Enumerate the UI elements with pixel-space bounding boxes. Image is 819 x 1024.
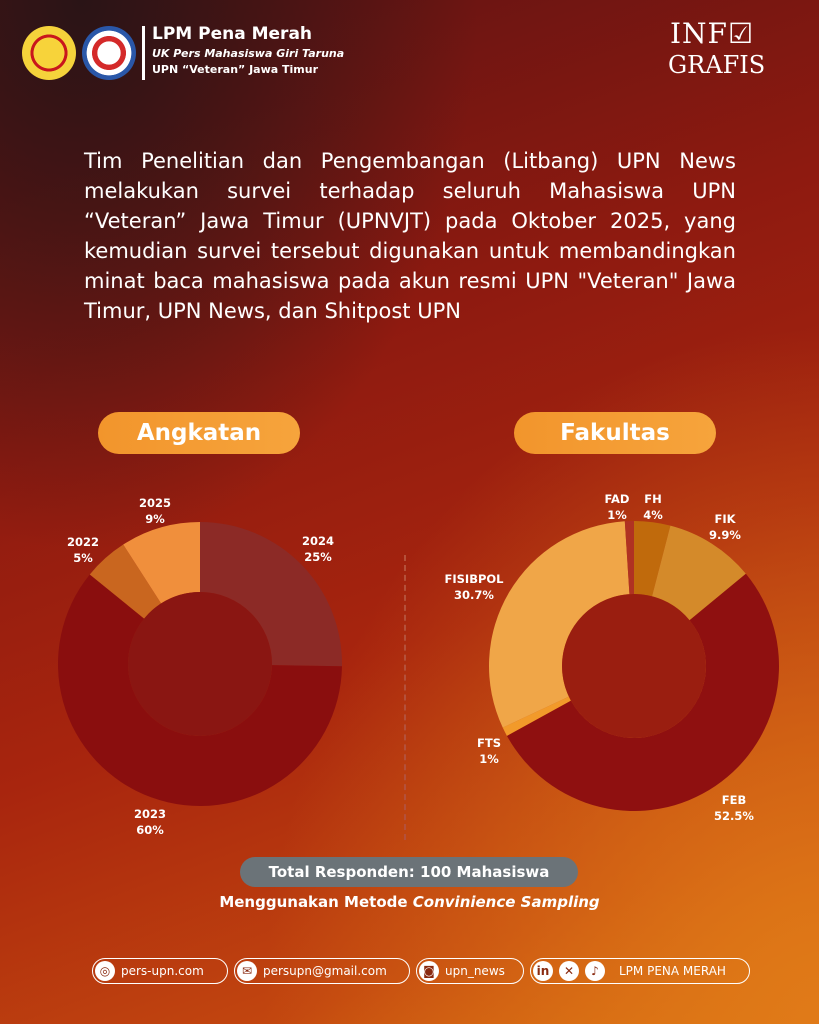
- slice-category-label: FAD: [604, 492, 630, 506]
- slice-value-label: 52.5%: [714, 809, 754, 823]
- tiktok-icon: ♪: [585, 961, 605, 981]
- slice-value-label: 1%: [607, 508, 627, 522]
- slice-value-label: 1%: [479, 752, 499, 766]
- org-university: UPN “Veteran” Jawa Timur: [152, 63, 319, 76]
- x-icon: ✕: [559, 961, 579, 981]
- infografis-subtitle: GRAFIS: [668, 51, 766, 79]
- instagram-link[interactable]: ◙ upn_news: [416, 958, 524, 984]
- linkedin-icon: in: [533, 961, 553, 981]
- slice-value-label: 5%: [73, 551, 93, 565]
- instagram-icon: ◙: [419, 961, 439, 981]
- total-respondents-badge: Total Responden: 100 Mahasiswa: [240, 857, 578, 887]
- slice-value-label: 9.9%: [709, 528, 741, 542]
- chart-title-angkatan: Angkatan: [98, 412, 300, 454]
- infografis-title: INF☑: [670, 17, 755, 50]
- donut-hole: [562, 594, 706, 738]
- slice-category-label: FEB: [721, 793, 747, 807]
- org-subtitle: UK Pers Mahasiswa Giri Taruna: [152, 47, 345, 60]
- org-name: LPM Pena Merah: [152, 24, 313, 44]
- slice-category-label: FTS: [477, 736, 501, 750]
- slice-category-label: 2024: [301, 534, 335, 548]
- donut-hole: [128, 592, 272, 736]
- website-link[interactable]: ◎ pers-upn.com: [92, 958, 228, 984]
- mail-icon: ✉: [237, 961, 257, 981]
- slice-value-label: 25%: [304, 550, 332, 564]
- slice-category-label: FH: [644, 492, 662, 506]
- slice-value-label: 9%: [145, 512, 165, 526]
- slice-category-label: 2025: [138, 496, 172, 510]
- slice-category-label: FIK: [714, 512, 736, 526]
- globe-icon: ◎: [95, 961, 115, 981]
- slice-value-label: 4%: [643, 508, 663, 522]
- email-link[interactable]: ✉ persupn@gmail.com: [234, 958, 410, 984]
- slice-value-label: 60%: [136, 823, 164, 837]
- social-links[interactable]: in ✕ ♪ LPM PENA MERAH: [530, 958, 750, 984]
- slice-category-label: 2022: [66, 535, 100, 549]
- chart-title-fakultas: Fakultas: [514, 412, 716, 454]
- check-icon: ☑: [728, 17, 755, 50]
- sampling-method: Menggunakan Metode Convinience Sampling: [219, 893, 600, 911]
- slice-category-label: FISIBPOL: [444, 572, 504, 586]
- slice-category-label: 2023: [133, 807, 167, 821]
- slice-value-label: 30.7%: [454, 588, 494, 602]
- intro-paragraph: Tim Penelitian dan Pengembangan (Litbang) UPN News melakukan survei terhadap seluruh Mahasiswa UPN “Veteran” Jawa Timur (UPNVJT) pada Oktober 2025, yang kemudian survei tersebut digunakan untuk membandingkan minat baca mahasiswa pada akun resmi UPN "Veteran" Jawa Timur, UPN News, dan Shitpost UPN: [84, 149, 736, 323]
